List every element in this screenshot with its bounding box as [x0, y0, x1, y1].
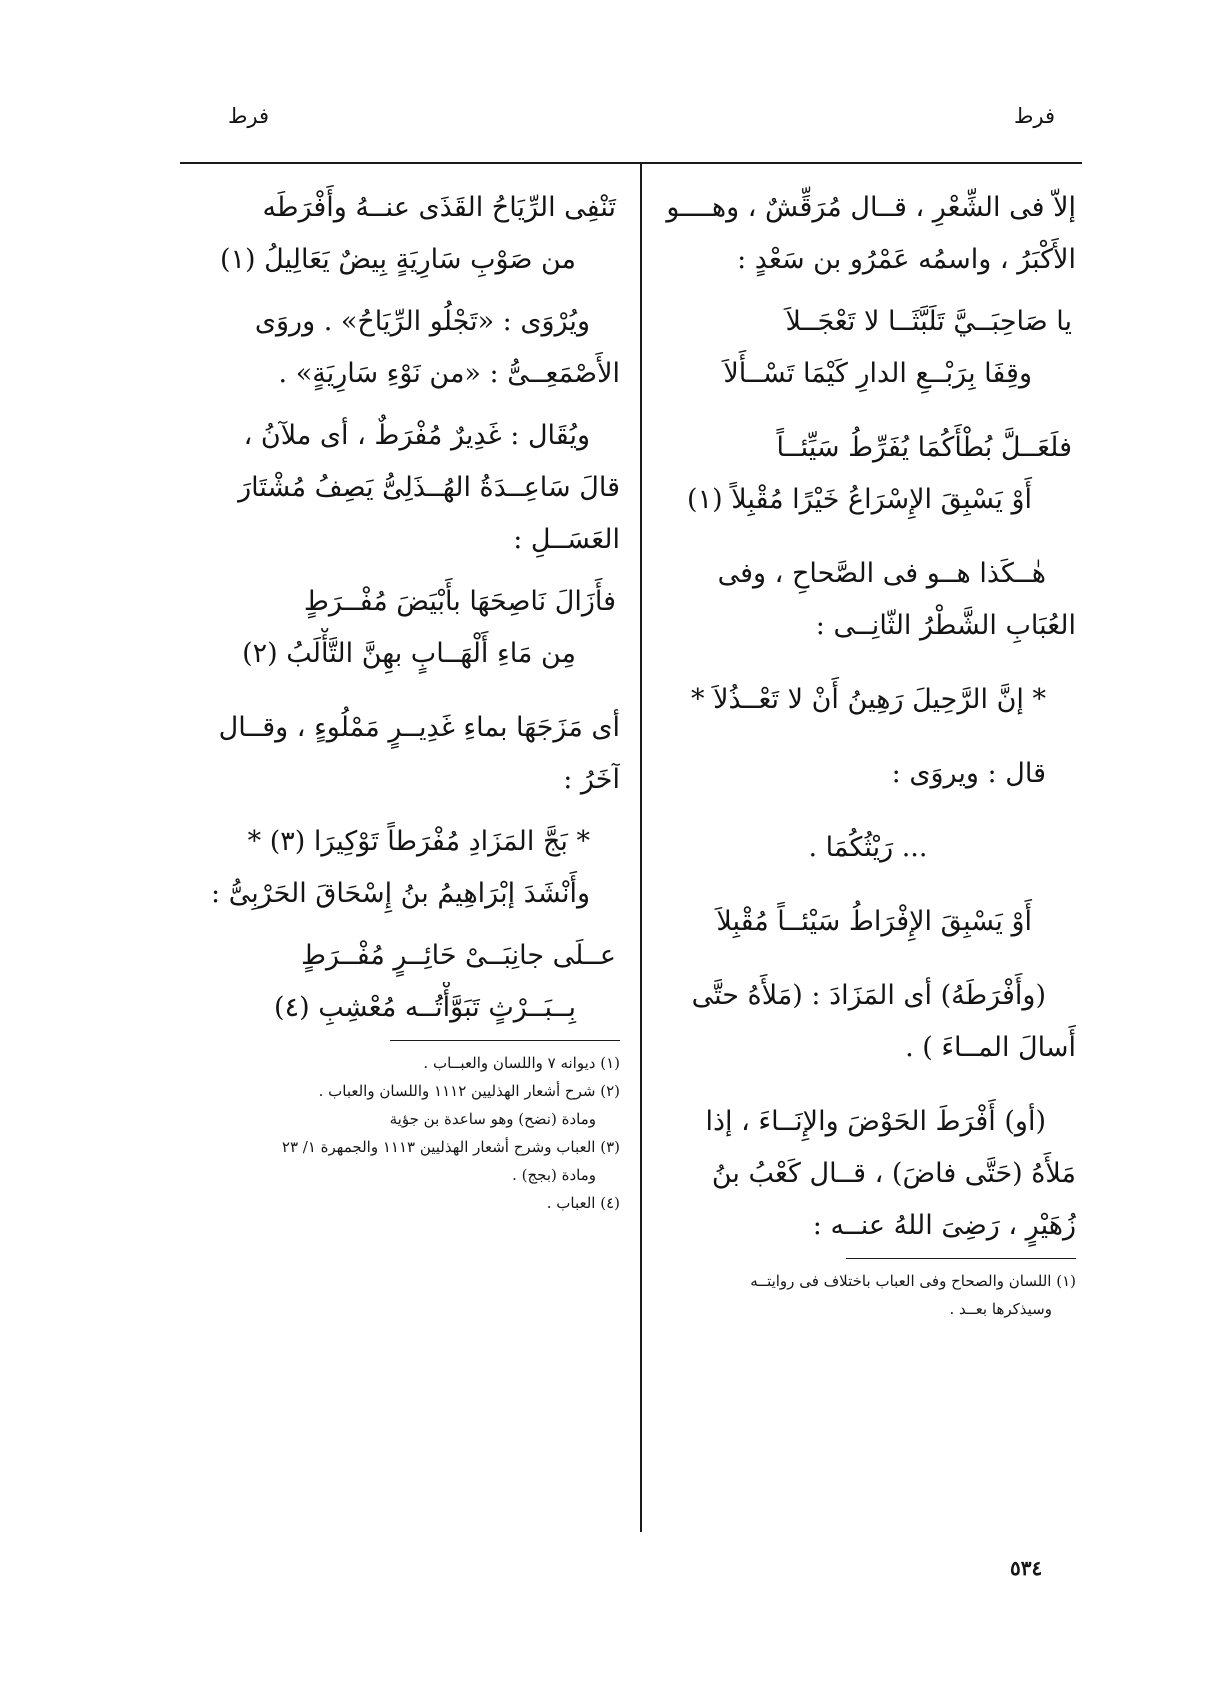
- footnote: (٣) العباب وشرح أشعار الهذليين ١١١٣ والجمهرة ١/ ٢٣: [281, 1138, 620, 1156]
- verse-line: من صَوْبِ سَارِيَةٍ بِيضٌ يَعَالِيلُ (١): [219, 244, 576, 275]
- verse-line: يا صَاحِبَــيَّ تَلَبَّثَــا لا تَعْجَــلاَ: [785, 306, 1072, 337]
- text-line: هٰــكَذا هــو فى الصَّحاحِ ، وفى: [717, 558, 1046, 589]
- footnote: ومادة (نضح) وهو ساعدة بن جؤية: [389, 1110, 596, 1128]
- right-column: [660, 182, 1076, 1323]
- column-divider: [640, 164, 642, 1532]
- text-line: وأَنْشَدَ إبْرَاهِيمُ بنُ إِسْحَاقَ الحَرْبِىُّ :: [211, 878, 590, 909]
- verse-line: مِن مَاءِ أَلْهَــابٍ بهِنَّ التَّأْلَبُ (٢): [242, 638, 576, 669]
- text-line: قالَ سَاعِــدَةُ الهُــذَلِىُّ يَصِفُ مُشْتَارَ: [238, 472, 620, 503]
- verse-line: تَنْفِى الرِّيَاحُ القَذَى عنــهُ وأَفْرَطَه: [262, 192, 616, 223]
- running-header-left: فرط: [228, 104, 270, 128]
- footnote: وسيذكرها بعــد .: [949, 1300, 1052, 1318]
- verse-line: فلَعَــلَّ بُطْأَكُمَا يُفَرِّطُ سَيِّئــاً: [776, 432, 1072, 463]
- verse-line: فأَزَالَ نَاصِحَهَا بأَبْيَضَ مُفْــرَطٍ: [303, 586, 616, 617]
- running-header-right: فرط: [1014, 104, 1056, 128]
- text-line: مَلأَهُ (حَتَّى فاضَ) ، قــال كَعْبُ بنُ: [711, 1158, 1076, 1189]
- text-line: أَسالَ المــاءَ ) .: [905, 1032, 1076, 1063]
- left-column: [180, 182, 620, 1217]
- text-line: زُهَيْرٍ ، رَضِىَ اللهُ عنــه :: [812, 1210, 1076, 1241]
- verse-line: عــلَى جانِبَــىْ حَائِــرٍ مُفْــرَطٍ: [301, 940, 616, 971]
- verse-line: أَوْ يَسْبِقَ الإِسْرَاعُ خَيْرًا مُقْبِلاً (١): [687, 484, 1032, 515]
- text-line: العَسَــلِ :: [513, 524, 620, 555]
- verse-line: بِــبَــرْثٍ تَبَوَّأْتُــه مُعْشِبِ (٤): [274, 992, 576, 1023]
- text-line: الأَكْبَرُ ، واسمُه عَمْرُو بن سَعْدٍ :: [737, 244, 1076, 275]
- verse-line: * بَجَّ المَزَادِ مُفْرَطاً تَوْكِيرَا (٣) *: [247, 826, 590, 857]
- text-line: (أو) أَفْرَطَ الحَوْضَ والإِنَــاءَ ، إذا: [705, 1106, 1046, 1137]
- footnote: (١) ديوانه ٧ واللسان والعبــاب .: [423, 1054, 620, 1072]
- page-number: ٥٣٤: [1010, 1556, 1043, 1580]
- text-line: العُبَابِ الشَّطْرُ الثّانِــى :: [815, 610, 1076, 641]
- text-line: إلاّ فى الشِّعْرِ ، قــال مُرَقِّشٌ ، وهــــو: [666, 192, 1076, 223]
- verse-line: وقِفَا بِرَبْــعِ الدارِ كَيْمَا تَسْــأَلاَ: [723, 358, 1032, 389]
- verse-fragment: ... رَيْثُكُمَا .: [808, 832, 928, 863]
- footnote: (٤) العباب .: [546, 1194, 620, 1212]
- text-line: قال : ويروَى :: [891, 758, 1046, 789]
- text-line: ويُقَال : غَدِيرٌ مُفْرَطٌ ، أى ملآنُ ،: [243, 420, 590, 451]
- text-line: الأَصْمَعِــىُّ : «من نَوْءِ سَارِيَةٍ» .: [278, 358, 620, 389]
- text-line: (وأَفْرَطَهُ) أى المَزَادَ : (مَلأَهُ حتَّى: [691, 980, 1046, 1011]
- footnote: (١) اللسان والصحاح وفى العباب باختلاف فى روايتــه: [750, 1272, 1076, 1290]
- verse-line: أَوْ يَسْبِقَ الإِفْرَاطُ سَيْئــاً مُقْبِلاَ: [716, 906, 1032, 937]
- footnote-rule: [846, 1258, 1076, 1259]
- header-rule: [180, 162, 1082, 164]
- footnote-rule: [390, 1040, 620, 1041]
- text-line: أى مَزَجَهَا بماءِ غَدِيــرٍ مَمْلُوءٍ ، وقــال: [218, 712, 620, 743]
- text-line: آخَرُ :: [563, 764, 620, 795]
- text-line: ويُرْوَى : «تَجْلُو الرِّيَاحُ» . وروَى: [254, 306, 590, 337]
- footnote: (٢) شرح أشعار الهذليين ١١١٢ واللسان والعباب .: [318, 1082, 620, 1100]
- verse-line: * إنَّ الرَّحِيلَ رَهِينُ أَنْ لا تَعْــذُلاَ *: [691, 684, 1046, 715]
- footnote: ومادة (بجج) .: [512, 1166, 596, 1184]
